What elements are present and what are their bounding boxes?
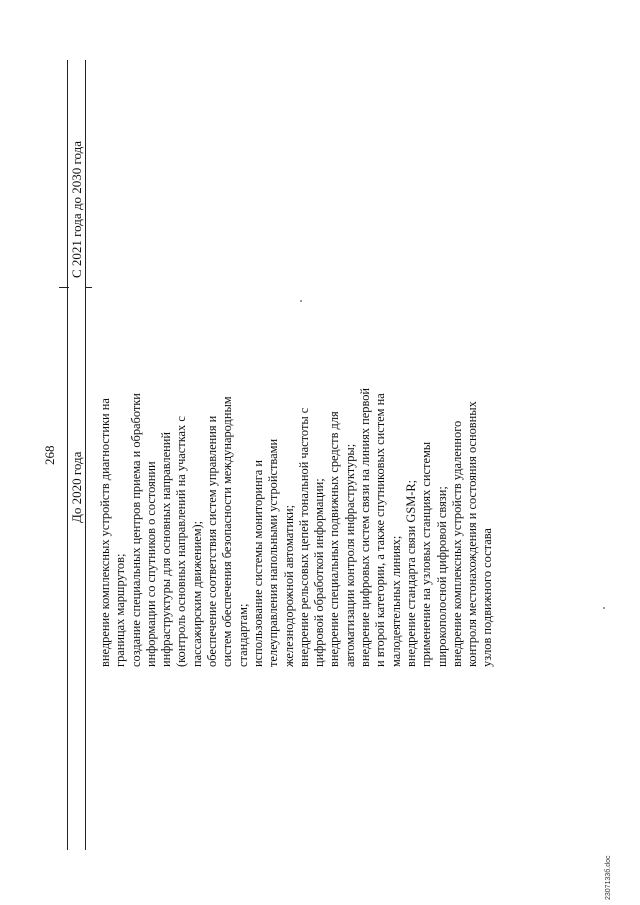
body-text-line: узлов подвижного состава: [480, 528, 495, 667]
body-text-line: малодеятельных линиях;: [388, 535, 403, 667]
body-text-line: систем обеспечения безопасности международным: [220, 396, 235, 667]
column-divider-top: [59, 287, 69, 288]
column-header-until-2020: До 2020 года: [69, 451, 84, 523]
body-text-line: (контроль основных направлений на участках с: [174, 416, 189, 667]
body-text-line: стандартам;: [235, 603, 250, 667]
body-text-line: границах маршрутов;: [113, 553, 128, 667]
body-text-line: использование системы мониторинга и: [250, 459, 265, 667]
body-text-line: инфраструктуры для основных направлений: [159, 432, 174, 667]
body-text-line: широкополосной цифровой связи;: [434, 486, 449, 667]
body-text-line: пассажирским движением);: [189, 520, 204, 667]
body-text-line: внедрение цифровых систем связи на линиях первой: [358, 387, 373, 667]
body-text-line: телеуправления напольными устройствами: [266, 438, 281, 667]
column-header-2021-2030: С 2021 года до 2030 года: [69, 140, 84, 278]
column-divider-body: [85, 287, 92, 288]
document-file-code: 2307133б.doc: [605, 855, 612, 900]
body-text-line: внедрение комплексных устройств удаленного: [449, 420, 464, 667]
page-number: 268: [42, 445, 57, 465]
scan-speck: [603, 607, 605, 609]
body-text-line: внедрение специальных подвижных средств для: [327, 411, 342, 667]
body-text-line: внедрение комплексных устройств диагностики на: [98, 398, 112, 667]
body-text-line: автоматизации контроля инфраструктуры;: [342, 443, 357, 667]
body-text-line: цифровой обработкой информации;: [312, 478, 327, 667]
body-text-line: применение на узловых станциях системы: [419, 441, 434, 667]
body-text-line: внедрение рельсовых цепей тональной частоты с: [296, 407, 311, 667]
table-top-border: [67, 60, 68, 850]
body-text-line: контроля местонахождения и состояния основных: [465, 401, 480, 667]
body-text-line: и второй категории, а также спутниковых систем на: [373, 393, 388, 667]
body-text-line: железнодорожной автоматики;: [281, 504, 296, 667]
body-text-line: внедрение стандарта связи GSM-R;: [403, 479, 418, 667]
header-bottom-border: [85, 60, 86, 850]
scan-speck: [300, 300, 302, 302]
table-cell-until-2020: [98, 197, 496, 667]
body-text-line: информации со спутников о состоянии: [143, 461, 158, 667]
body-text-line: создание специальных центров приема и обработки: [128, 393, 143, 667]
body-text-line: обеспечение соответствия систем управления и: [205, 415, 220, 667]
